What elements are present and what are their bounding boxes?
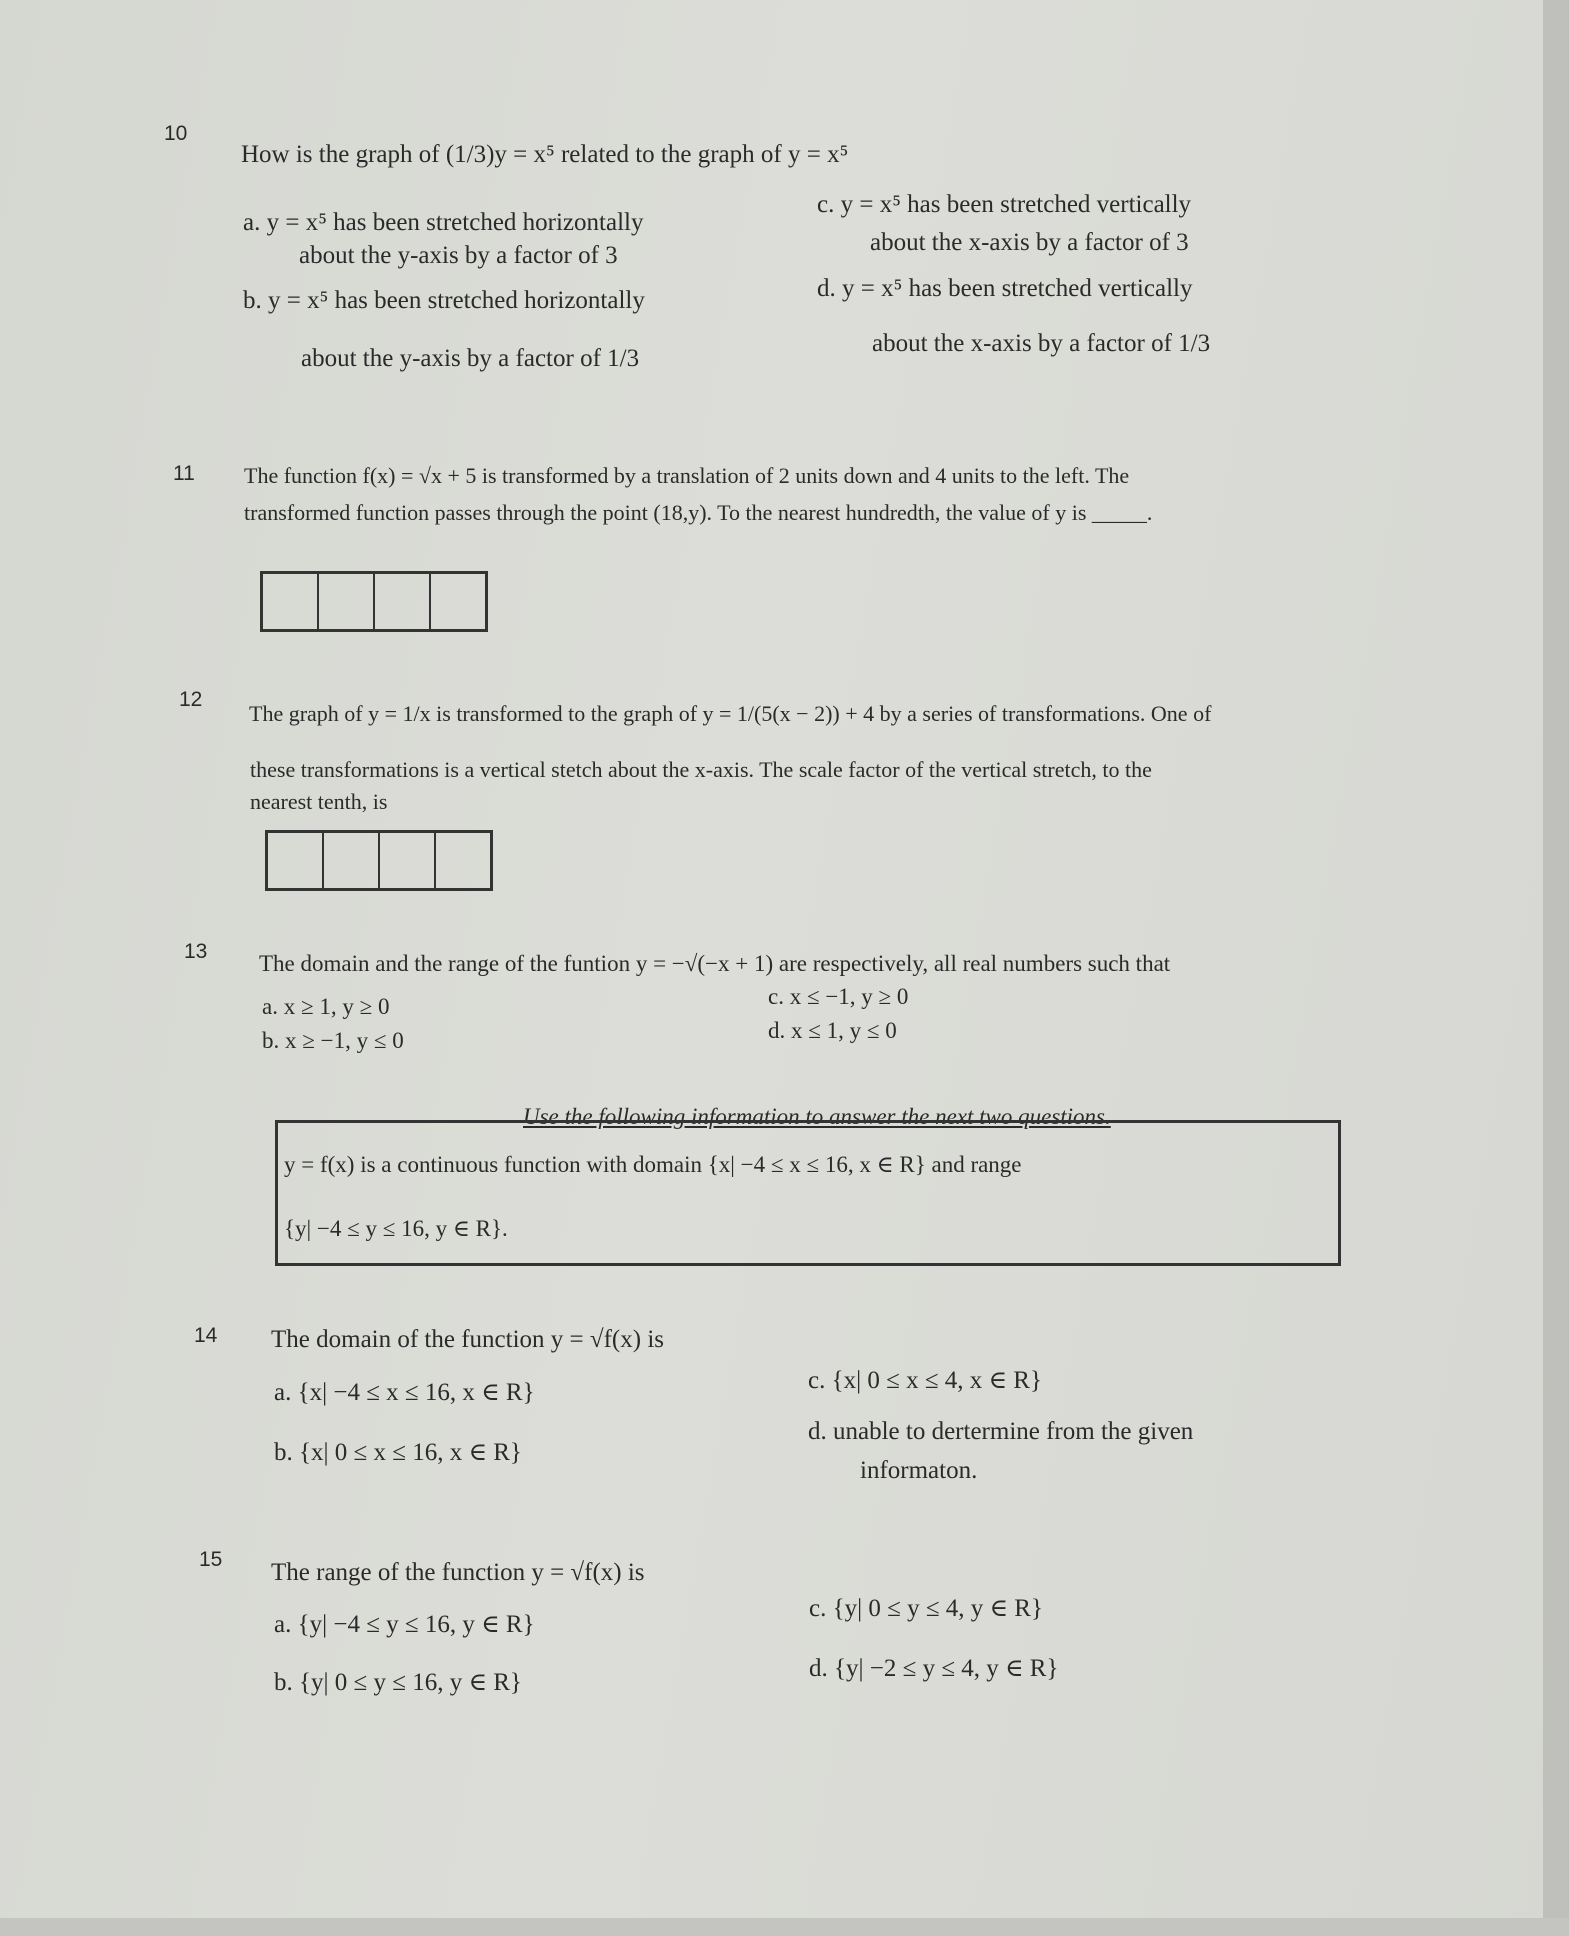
q10-option-b: b. y = x⁵ has been stretched horizontally [243,287,645,314]
question-14-stem: The domain of the function y = √f(x) is [271,1326,665,1353]
question-14-number: 14 [194,1324,218,1347]
answer-grid-q11[interactable] [260,571,488,632]
q10-option-c: c. y = x⁵ has been stretched vertically [817,191,1192,218]
page-bottom-edge [0,1918,1569,1936]
q10-option-a: a. y = x⁵ has been stretched horizontally [243,209,644,236]
question-15-stem: The range of the function y = √f(x) is [271,1559,645,1586]
q15-option-d: d. {y| −2 ≤ y ≤ 4, y ∈ R} [809,1655,1059,1682]
q13-option-a: a. x ≥ 1, y ≥ 0 [262,994,390,1019]
question-12-number: 12 [179,688,203,711]
question-13-stem: The domain and the range of the funtion y = −√(−x + 1) are respectively, all real numbers such that [259,951,1171,976]
q10-option-d-cont: about the x-axis by a factor of 1/3 [872,330,1211,357]
info-box [275,1120,1341,1266]
q10-option-c-cont: about the x-axis by a factor of 3 [870,229,1189,256]
q13-option-d: d. x ≤ 1, y ≤ 0 [768,1018,897,1043]
q14-option-d: d. unable to dertermine from the given [808,1418,1194,1445]
question-13-number: 13 [184,940,208,963]
q14-option-c: c. {x| 0 ≤ x ≤ 4, x ∈ R} [808,1367,1042,1394]
q15-option-a: a. {y| −4 ≤ y ≤ 16, y ∈ R} [274,1611,535,1638]
page-edge [1543,0,1569,1936]
question-12-line3: nearest tenth, is [250,789,388,814]
q15-option-b: b. {y| 0 ≤ y ≤ 16, y ∈ R} [274,1669,522,1696]
info-header: Use the following information to answer the next two questions. [523,1104,1111,1129]
q15-option-c: c. {y| 0 ≤ y ≤ 4, y ∈ R} [809,1595,1043,1622]
question-10-stem: How is the graph of (1/3)y = x⁵ related to the graph of y = x⁵ [241,141,849,168]
q10-option-a-cont: about the y-axis by a factor of 3 [299,242,618,269]
info-line2: {y| −4 ≤ y ≤ 16, y ∈ R}. [284,1216,508,1241]
question-11-line2: transformed function passes through the point (18,y). To the nearest hundredth, the value of y is _____. [244,500,1153,525]
question-12-line1: The graph of y = 1/x is transformed to the graph of y = 1/(5(x − 2)) + 4 by a series of transformations. One of [249,701,1212,726]
question-15-number: 15 [199,1548,223,1571]
q10-option-d: d. y = x⁵ has been stretched vertically [817,275,1193,302]
q14-option-a: a. {x| −4 ≤ x ≤ 16, x ∈ R} [274,1379,535,1406]
q13-option-b: b. x ≥ −1, y ≤ 0 [262,1028,404,1053]
q14-option-b: b. {x| 0 ≤ x ≤ 16, x ∈ R} [274,1439,522,1466]
q14-option-d-cont: informaton. [860,1457,978,1484]
question-10-number: 10 [164,122,188,145]
info-line1: y = f(x) is a continuous function with domain {x| −4 ≤ x ≤ 16, x ∈ R} and range [284,1152,1022,1177]
question-11-line1: The function f(x) = √x + 5 is transformed by a translation of 2 units down and 4 units to the left. The [244,463,1130,488]
q10-option-b-cont: about the y-axis by a factor of 1/3 [301,345,640,372]
question-12-line2: these transformations is a vertical stetch about the x-axis. The scale factor of the vertical stretch, to the [250,757,1152,782]
question-11-number: 11 [173,462,195,485]
q13-option-c: c. x ≤ −1, y ≥ 0 [768,984,909,1009]
answer-grid-q12[interactable] [265,830,493,891]
